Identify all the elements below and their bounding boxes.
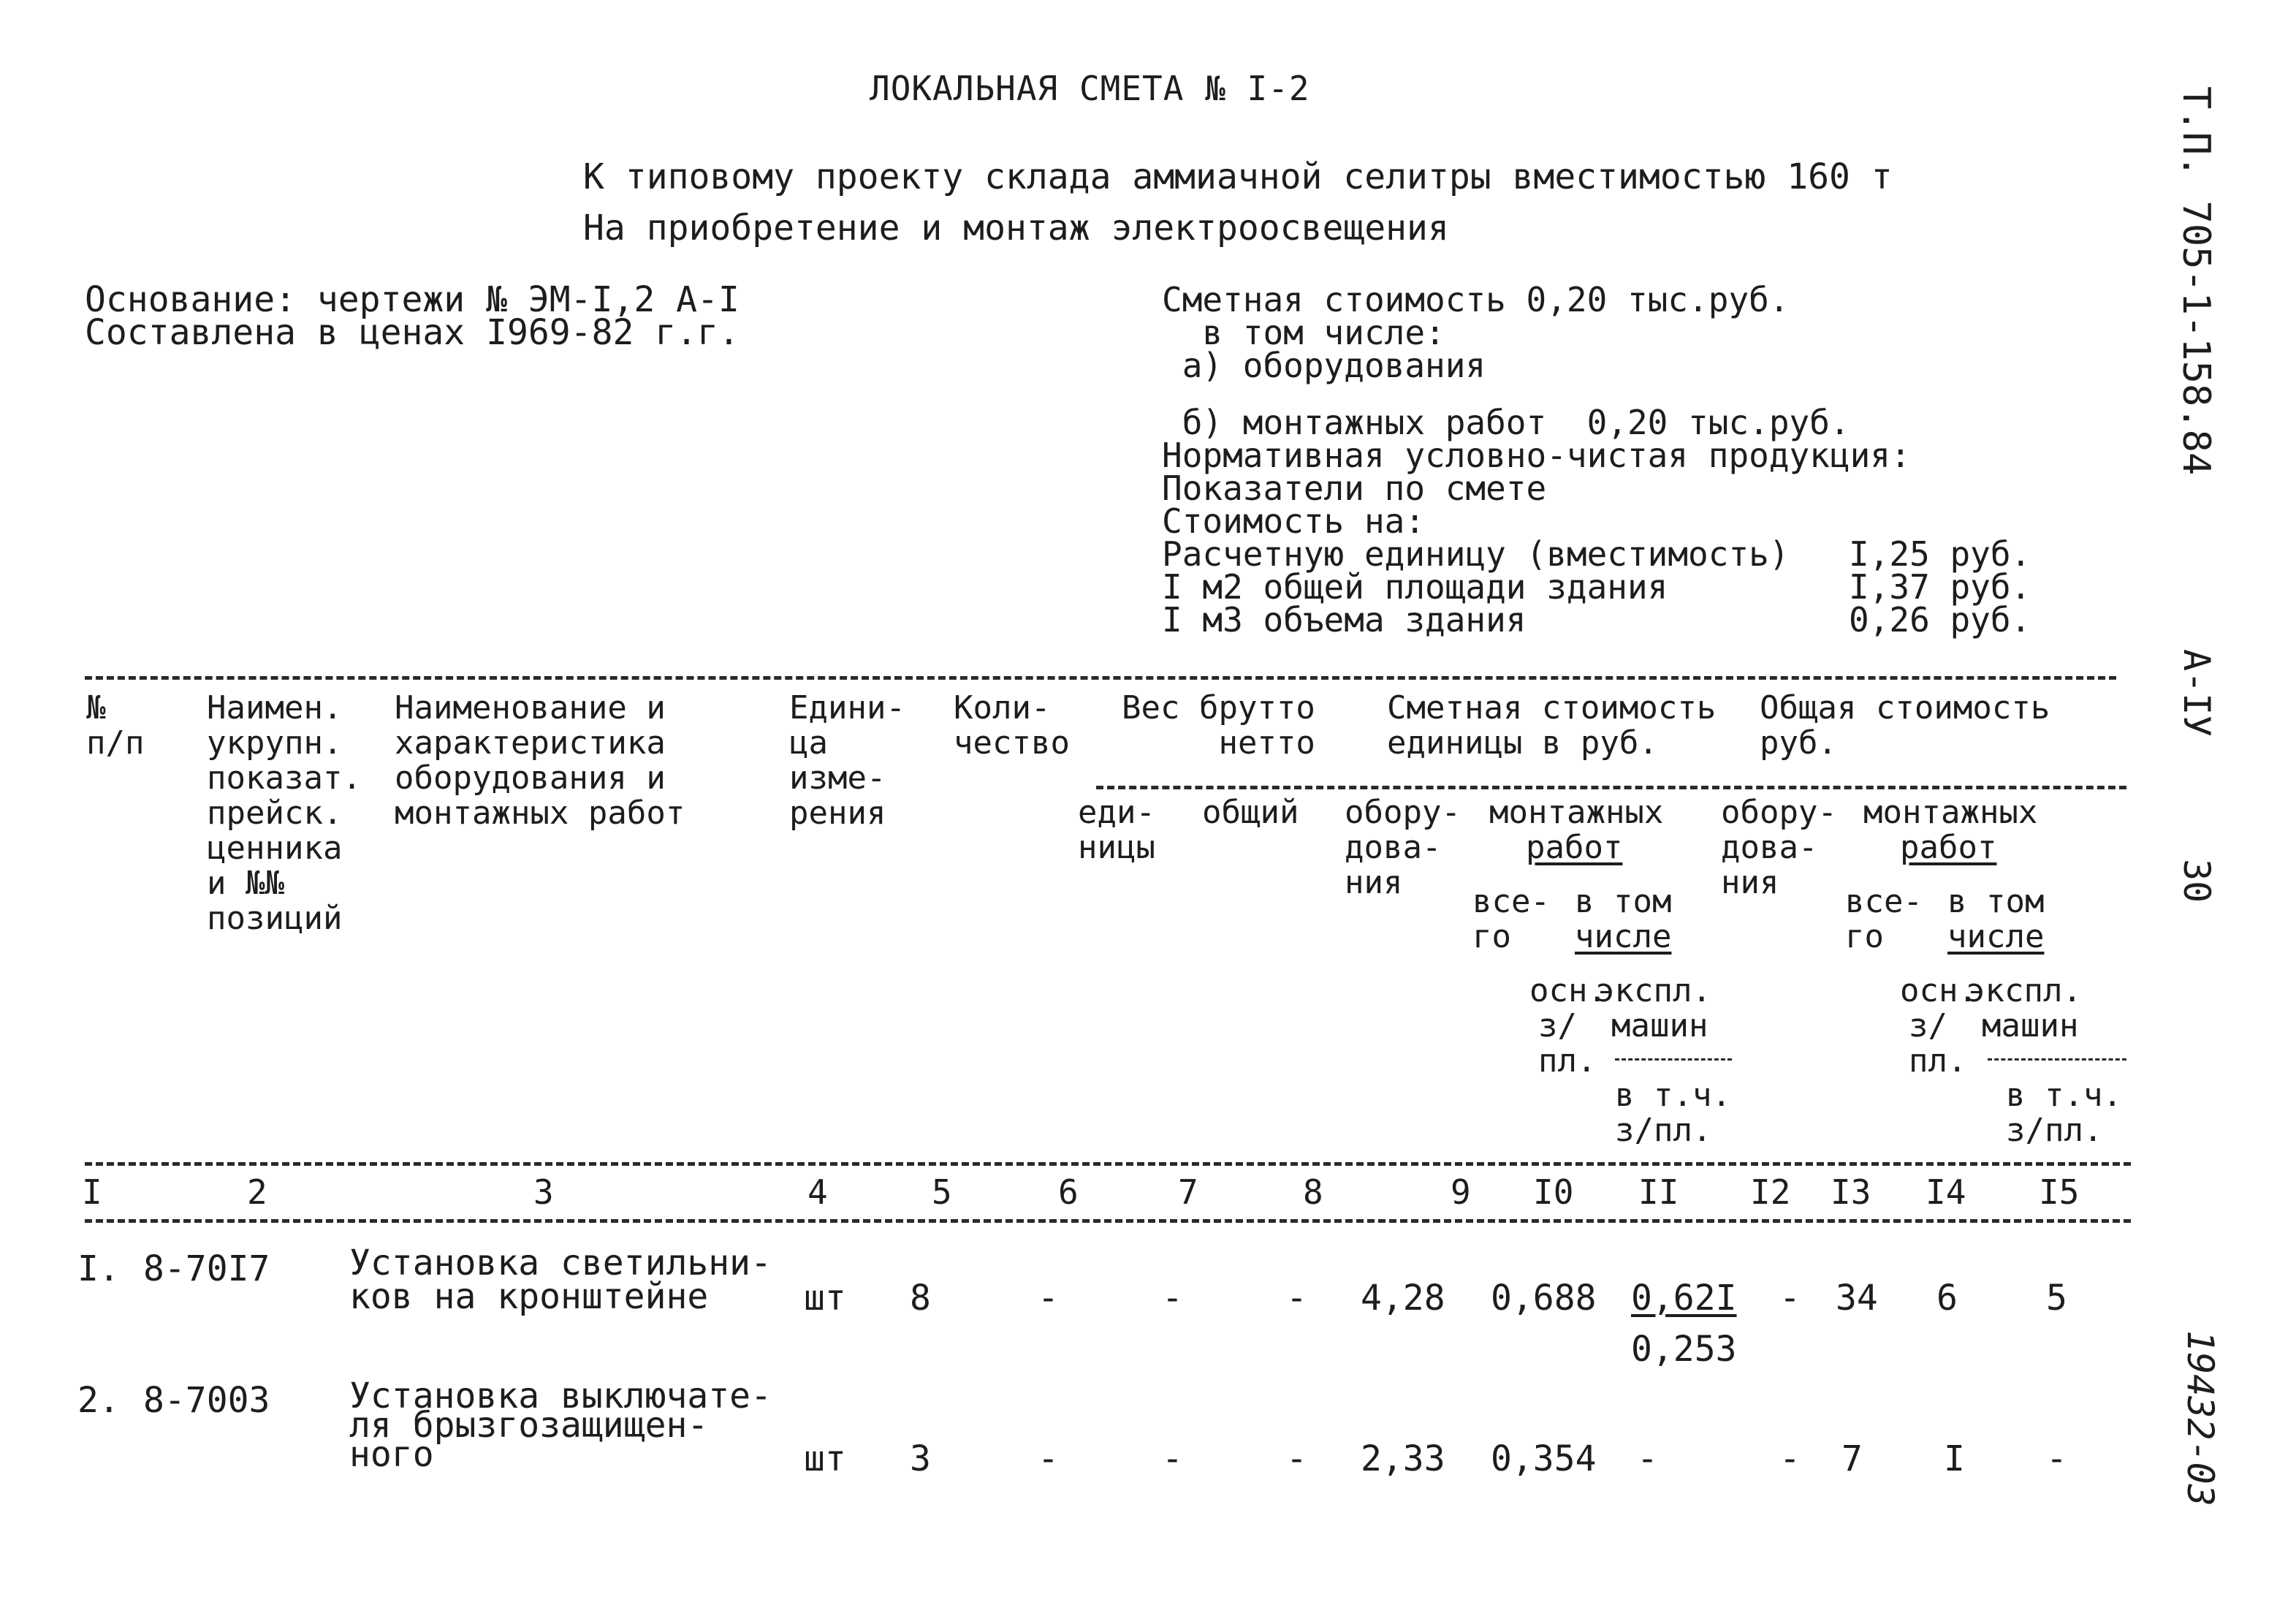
- row-total-machines: -: [2046, 1438, 2067, 1479]
- header-total-mont-work: работ: [1900, 829, 1997, 866]
- col-number-8: 8: [1303, 1172, 1323, 1212]
- indicator-label-3: I м3 объема здания: [1162, 600, 1527, 640]
- header-unit-machines-2: машин: [1611, 1007, 1708, 1044]
- indicator-value-2: I,37 руб.: [1849, 567, 2031, 607]
- header-unit-machines-wages: в т.ч. з/пл.: [1615, 1077, 1731, 1149]
- header-price-position: Наимен. укрупн. показат. прейск. ценника и №№ позиций: [207, 689, 362, 937]
- header-total-mont: монтажных: [1863, 794, 2038, 831]
- header-total-cost: Общая стоимость руб.: [1760, 689, 2050, 762]
- header-total-machines: экспл.: [1966, 972, 2082, 1009]
- header-unit-mont: монтажных: [1489, 794, 1664, 831]
- summary-line-1: Сметная стоимость 0,20 тыс.руб.: [1162, 280, 1790, 319]
- header-weight-unit: еди- ницы: [1078, 794, 1155, 866]
- summary-line-6: Показатели по смете: [1162, 469, 1547, 508]
- inventory-number-stamp: 19432-03: [2179, 1330, 2221, 1506]
- header-total-equipment: обору- дова- ния: [1721, 794, 1837, 901]
- col-number-4: 4: [807, 1172, 828, 1212]
- table-top-rule: [85, 676, 2116, 680]
- row-total-machines: 5: [2046, 1278, 2067, 1319]
- header-unit-incl: в том: [1575, 883, 1672, 920]
- header-total-wages: з/ пл.: [1909, 1007, 1967, 1080]
- row-unit-equipment: 4,28: [1361, 1278, 1445, 1319]
- header-unit-cost: Сметная стоимость единицы в руб.: [1387, 689, 1717, 762]
- row-col7: -: [1162, 1278, 1183, 1319]
- header-unit-mont-work: работ: [1526, 829, 1623, 866]
- header-unit-total: все- го: [1472, 883, 1550, 955]
- row-number: 2.: [77, 1380, 120, 1421]
- col-number-13: I3: [1831, 1172, 1871, 1212]
- indicator-value-1: I,25 руб.: [1849, 534, 2031, 574]
- col-number-11: II: [1638, 1172, 1679, 1212]
- col-number-2: 2: [247, 1172, 267, 1212]
- header-total-total: все- го: [1845, 883, 1923, 955]
- unit-machines-rule: [1615, 1058, 1732, 1061]
- row-col6: -: [1038, 1278, 1059, 1319]
- col-number-1: I: [82, 1172, 102, 1212]
- row-unit-machines: 0,62I: [1631, 1278, 1737, 1319]
- col-number-10: I0: [1533, 1172, 1574, 1212]
- row-total-mont: 7: [1841, 1438, 1863, 1479]
- row-unit-mont-total: 0,354: [1491, 1438, 1597, 1479]
- row-quantity: 8: [910, 1278, 931, 1319]
- row-total-equipment: -: [1779, 1438, 1801, 1479]
- row-total-equipment: -: [1779, 1278, 1801, 1319]
- subtitle-line-1: К типовому проекту склада аммиачной селитры вместимостью 160 т: [583, 156, 1893, 197]
- basis-line-2: Составлена в ценах I969-82 г.г.: [85, 312, 740, 353]
- row-unit-equipment: 2,33: [1361, 1438, 1445, 1479]
- cost-subheader-rule: [1096, 786, 2126, 789]
- header-unit-equipment: обору- дова- ния: [1345, 794, 1461, 901]
- header-unit-machines: экспл.: [1595, 972, 1711, 1009]
- subtitle-line-2: На приобретение и монтаж электроосвещения: [583, 208, 1449, 249]
- page-number-stamp: 30: [2175, 859, 2218, 903]
- col-number-3: 3: [533, 1172, 554, 1212]
- col-number-14: I4: [1926, 1172, 1966, 1212]
- basis-line-1: Основание: чертежи № ЭМ-I,2 А-I: [85, 279, 740, 320]
- header-total-incl-2: числе: [1947, 918, 2045, 955]
- row-col8: -: [1286, 1438, 1307, 1479]
- indicator-label-1: Расчетную единицу (вместимость): [1162, 534, 1790, 574]
- header-unit-incl-2: числе: [1575, 918, 1672, 955]
- colnum-bottom-rule: [85, 1219, 2131, 1223]
- total-machines-rule: [1988, 1058, 2126, 1061]
- header-unit: Едини- ца изме- рения: [789, 689, 905, 832]
- doc-code-stamp: Т.П. 705-1-158.84: [2174, 86, 2218, 476]
- summary-line-4: б) монтажных работ 0,20 тыс.руб.: [1162, 403, 1850, 442]
- header-total-machines-2: машин: [1982, 1007, 2079, 1044]
- row-unit: шт: [804, 1278, 846, 1319]
- row-col6: -: [1038, 1438, 1059, 1479]
- row-name: Установка выключате- ля брызгозащищен- ного: [349, 1376, 772, 1475]
- col-number-15: I5: [2039, 1172, 2080, 1212]
- row-col8: -: [1286, 1278, 1307, 1319]
- col-number-12: I2: [1750, 1172, 1791, 1212]
- row-total-basic: I: [1944, 1438, 1965, 1479]
- row-unit: шт: [804, 1438, 846, 1479]
- row-quantity: 3: [910, 1438, 931, 1479]
- row-number: I.: [77, 1248, 120, 1289]
- indicator-label-2: I м2 общей площади здания: [1162, 567, 1668, 607]
- page-title: ЛОКАЛЬНАЯ СМЕТА № I-2: [870, 69, 1310, 108]
- header-bottom-rule: [85, 1162, 2131, 1166]
- row-price-code: 8-7003: [143, 1380, 270, 1421]
- row-unit-mont-total: 0,688: [1491, 1278, 1597, 1319]
- row-unit-machines: -: [1637, 1438, 1658, 1479]
- row-name: Установка светильни- ков на кронштейне: [349, 1243, 772, 1317]
- row-price-code: 8-70I7: [143, 1248, 270, 1289]
- row-col7: -: [1162, 1438, 1183, 1479]
- col-number-5: 5: [932, 1172, 952, 1212]
- row-unit-machines-wages: 0,253: [1631, 1329, 1737, 1370]
- col-number-9: 9: [1451, 1172, 1471, 1212]
- header-name: Наименование и характеристика оборудования и монтажных работ: [395, 689, 685, 832]
- header-unit-basic: осн.: [1529, 972, 1607, 1009]
- row-total-basic: 6: [1936, 1278, 1958, 1319]
- indicator-value-3: 0,26 руб.: [1849, 600, 2031, 640]
- header-total-machines-wages: в т.ч. з/пл.: [2006, 1077, 2122, 1149]
- header-number: № п/п: [86, 689, 145, 762]
- header-unit-wages: з/ пл.: [1538, 1007, 1597, 1080]
- header-weight: Вес брутто нетто: [1122, 689, 1315, 762]
- header-weight-total: общий: [1202, 794, 1299, 831]
- header-total-incl: в том: [1947, 883, 2045, 920]
- row-total-mont: 34: [1836, 1278, 1878, 1319]
- header-total-basic: осн.: [1900, 972, 1977, 1009]
- summary-line-2: в том числе:: [1162, 313, 1445, 352]
- album-code-stamp: А-IУ: [2175, 649, 2218, 737]
- summary-line-7: Стоимость на:: [1162, 501, 1426, 541]
- col-number-6: 6: [1058, 1172, 1079, 1212]
- summary-line-5: Нормативная условно-чистая продукция:: [1162, 436, 1911, 475]
- summary-line-3: а) оборудования: [1162, 346, 1486, 385]
- col-number-7: 7: [1178, 1172, 1198, 1212]
- header-quantity: Коли- чество: [954, 689, 1070, 762]
